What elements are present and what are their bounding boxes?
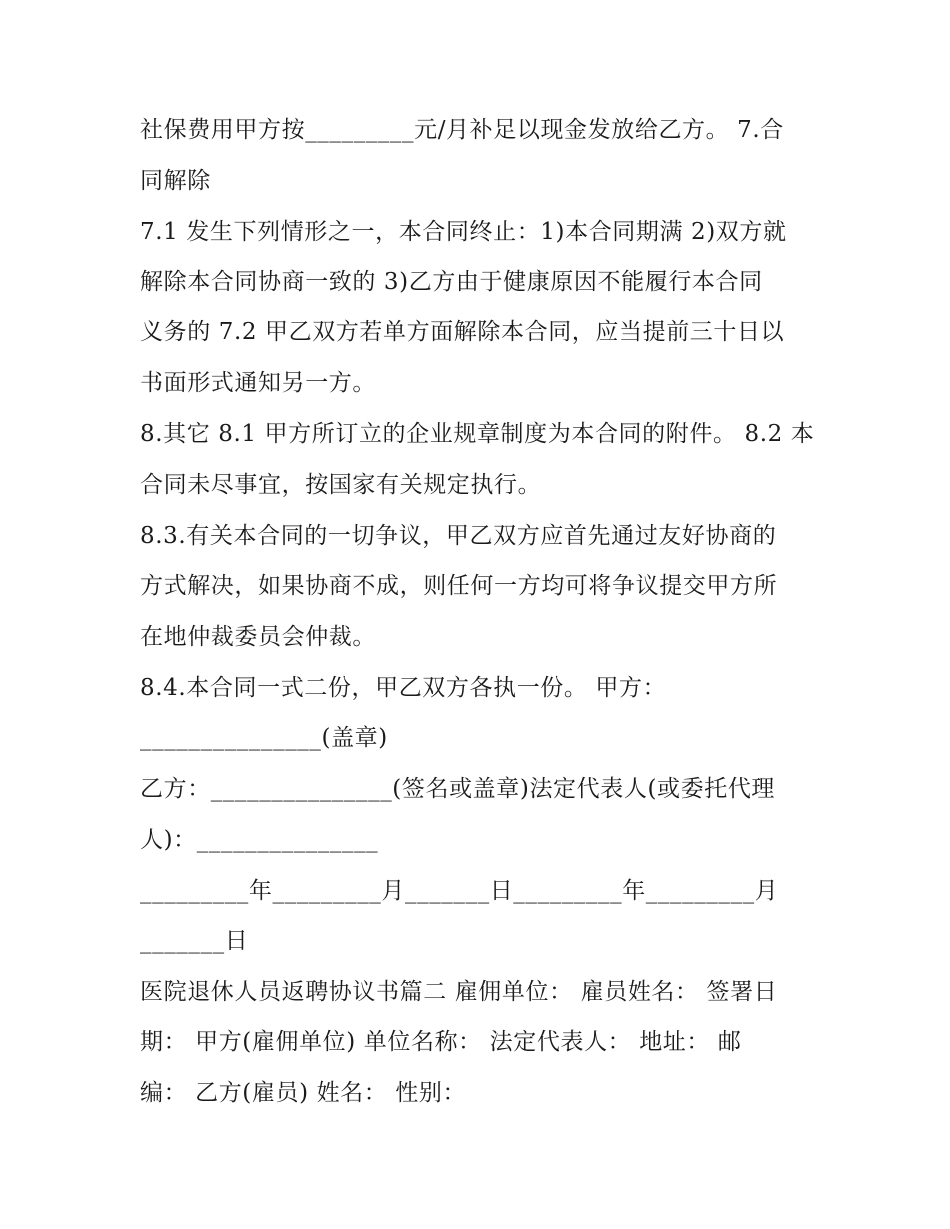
text-line: 社保费用甲方按_________元/月补足以现金发放给乙方。 7.合 — [140, 117, 784, 143]
date-line: _______日 — [140, 928, 249, 954]
text-line: 方式解决，如果协商不成，则任何一方均可将争议提交甲方所 — [140, 573, 778, 599]
signature-line-party-a: _______________(盖章) — [140, 725, 388, 751]
text-line: 8.3.有关本合同的一切争议，甲乙双方应首先通过友好协商的 — [140, 523, 777, 549]
text-line: 8.其它 8.1 甲方所订立的企业规章制度为本合同的附件。 8.2 本 — [140, 421, 815, 447]
text-line: 书面形式通知另一方。 — [140, 370, 376, 396]
text-line: 合同未尽事宜，按国家有关规定执行。 — [140, 472, 542, 498]
text-line: 8.4.本合同一式二份，甲乙双方各执一份。 甲方： — [140, 675, 667, 701]
text-line: 期： 甲方(雇佣单位) 单位名称： 法定代表人： 地址： 邮 — [140, 1029, 742, 1055]
date-line: _________年_________月_______日_________年_________月 — [140, 878, 779, 904]
text-line: 医院退休人员返聘协议书篇二 雇佣单位： 雇员姓名： 签署日 — [140, 979, 778, 1005]
text-line: 义务的 7.2 甲乙双方若单方面解除本合同，应当提前三十日以 — [140, 319, 785, 345]
signature-line-party-b: 乙方：_______________(签名或盖章)法定代表人(或委托代理 — [140, 776, 776, 802]
text-line: 7.1 发生下列情形之一，本合同终止：1)本合同期满 2)双方就 — [140, 219, 787, 245]
text-line: 同解除 — [140, 168, 211, 194]
text-line: 编： 乙方(雇员) 姓名： 性别： — [140, 1080, 467, 1106]
text-line: 人)：_______________ — [140, 827, 379, 853]
text-line: 解除本合同协商一致的 3)乙方由于健康原因不能履行本合同 — [140, 269, 763, 295]
text-line: 在地仲裁委员会仲裁。 — [140, 624, 376, 650]
